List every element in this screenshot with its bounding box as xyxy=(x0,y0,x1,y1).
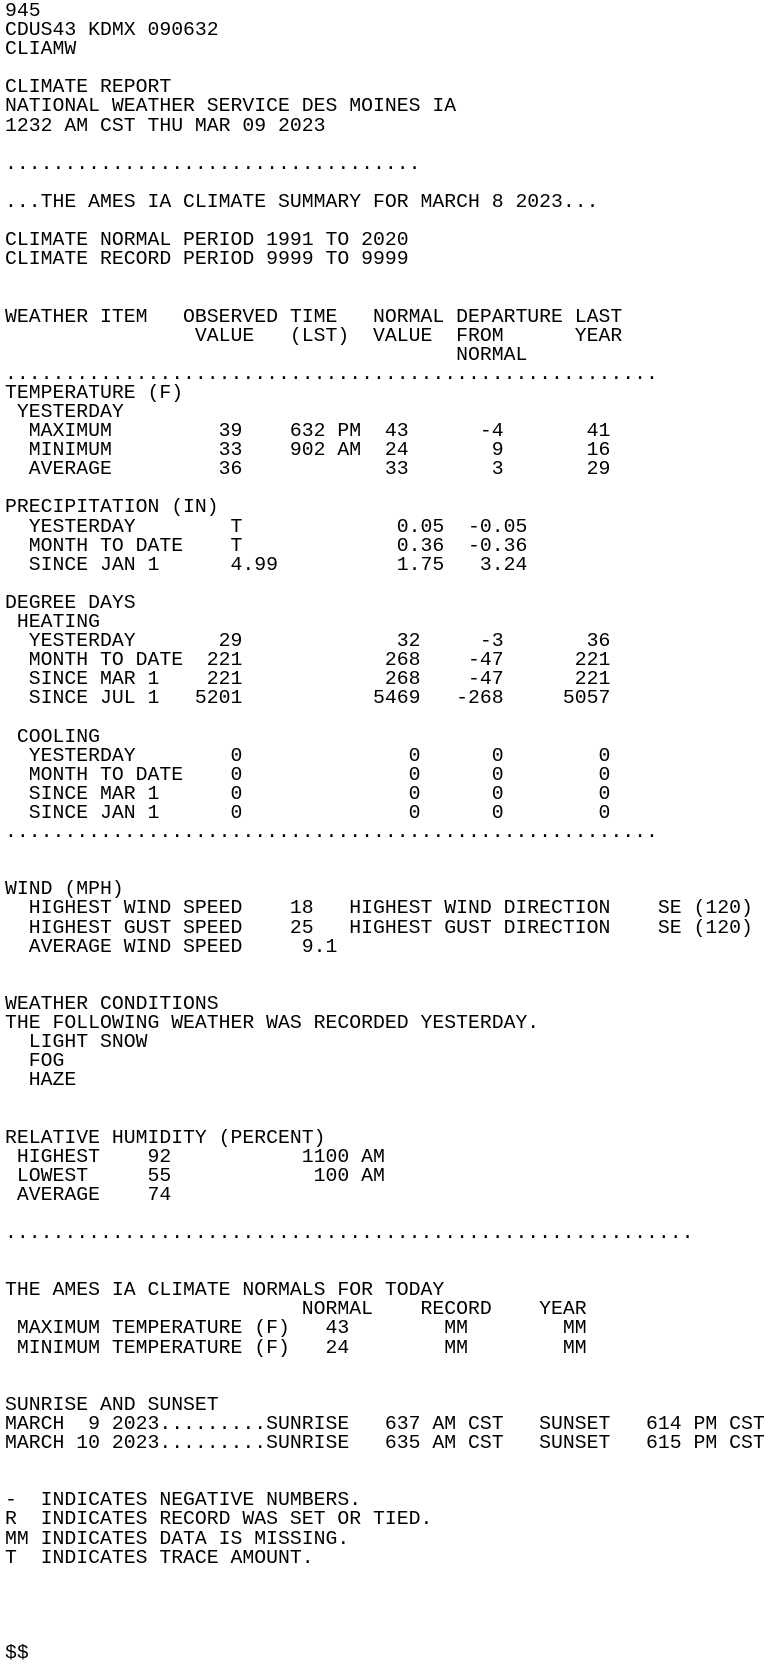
report-line: VALUE (LST) VALUE FROM YEAR xyxy=(5,324,623,347)
report-line xyxy=(5,269,778,288)
report-line: MARCH 10 2023.........SUNRISE 635 AM CST SUNSET 615 PM CST xyxy=(5,1432,765,1455)
report-line: - INDICATES NEGATIVE NUMBERS. xyxy=(5,1489,362,1512)
report-line: THE FOLLOWING WEATHER WAS RECORDED YESTERDAY. xyxy=(5,1011,540,1034)
report-line xyxy=(5,1358,778,1377)
report-line xyxy=(5,1606,778,1625)
report-line xyxy=(5,708,778,727)
report-line: ................................... xyxy=(5,152,421,175)
report-line: $$ xyxy=(5,1642,29,1664)
report-line: YESTERDAY xyxy=(5,400,124,423)
report-line: T INDICATES TRACE AMOUNT. xyxy=(5,1546,314,1569)
report-line: YESTERDAY 0 0 0 0 xyxy=(5,744,611,767)
report-line: ....................................................... xyxy=(5,821,658,844)
report-line: CLIMATE REPORT xyxy=(5,76,172,99)
report-line: SINCE JAN 1 0 0 0 0 xyxy=(5,801,611,824)
report-line: ....................................................... xyxy=(5,362,658,385)
report-line: AVERAGE 36 33 3 29 xyxy=(5,458,611,481)
report-line: CLIMATE NORMAL PERIOD 1991 TO 2020 xyxy=(5,229,409,252)
report-line: MAXIMUM TEMPERATURE (F) 43 MM MM xyxy=(5,1317,587,1340)
report-line: NORMAL RECORD YEAR xyxy=(5,1298,587,1321)
report-line xyxy=(5,1243,778,1262)
report-line: MONTH TO DATE T 0.36 -0.36 xyxy=(5,534,528,557)
report-line: 945 xyxy=(5,0,41,22)
report-line: NATIONAL WEATHER SERVICE DES MOINES IA xyxy=(5,95,457,118)
report-line: MONTH TO DATE 221 268 -47 221 xyxy=(5,649,611,672)
report-line xyxy=(5,976,778,995)
report-line: PRECIPITATION (IN) xyxy=(5,496,219,519)
report-line xyxy=(5,1109,778,1128)
report-line: THE AMES IA CLIMATE NORMALS FOR TODAY xyxy=(5,1279,445,1302)
report-line: SINCE JAN 1 4.99 1.75 3.24 xyxy=(5,553,528,576)
report-line: YESTERDAY 29 32 -3 36 xyxy=(5,630,611,653)
report-line xyxy=(5,1090,778,1109)
report-line: WIND (MPH) xyxy=(5,878,124,901)
report-line: SINCE MAR 1 0 0 0 0 xyxy=(5,782,611,805)
report-line: LOWEST 55 100 AM xyxy=(5,1164,385,1187)
report-line: DEGREE DAYS xyxy=(5,591,136,614)
report-line: MM INDICATES DATA IS MISSING. xyxy=(5,1527,350,1550)
report-line: FOG xyxy=(5,1050,65,1073)
report-line: CDUS43 KDMX 090632 xyxy=(5,19,219,42)
report-line xyxy=(5,1377,778,1396)
report-line: .......................................................... xyxy=(5,1222,694,1244)
report-line: MAXIMUM 39 632 PM 43 -4 41 xyxy=(5,420,611,443)
report-line: HIGHEST 92 1100 AM xyxy=(5,1145,385,1168)
report-line: HAZE xyxy=(5,1069,77,1092)
report-line xyxy=(5,1587,778,1606)
report-line: SUNRISE AND SUNSET xyxy=(5,1393,219,1416)
report-line: LIGHT SNOW xyxy=(5,1031,148,1054)
report-line xyxy=(5,842,778,861)
report-line: WEATHER CONDITIONS xyxy=(5,992,219,1015)
report-line: MINIMUM TEMPERATURE (F) 24 MM MM xyxy=(5,1336,587,1359)
report-line: RELATIVE HUMIDITY (PERCENT) xyxy=(5,1126,326,1149)
report-line: AVERAGE 74 xyxy=(5,1183,172,1206)
report-line: MONTH TO DATE 0 0 0 0 xyxy=(5,763,611,786)
report-line xyxy=(5,1625,778,1644)
report-line: MARCH 9 2023.........SUNRISE 637 AM CST SUNSET 614 PM CST xyxy=(5,1412,765,1435)
report-line: HEATING xyxy=(5,611,100,633)
report-line: MINIMUM 33 902 AM 24 9 16 xyxy=(5,439,611,462)
report-line: WEATHER ITEM OBSERVED TIME NORMAL DEPARTURE LAST xyxy=(5,305,623,328)
report-line: R INDICATES RECORD WAS SET OR TIED. xyxy=(5,1508,433,1531)
report-line: NORMAL xyxy=(5,343,528,366)
report-line xyxy=(5,1568,778,1587)
report-line xyxy=(5,288,778,307)
report-line: CLIMATE RECORD PERIOD 9999 TO 9999 xyxy=(5,248,409,271)
report-line: HIGHEST WIND SPEED 18 HIGHEST WIND DIRECTION SE (120) xyxy=(5,897,753,920)
report-line: TEMPERATURE (F) xyxy=(5,381,184,404)
report-line: COOLING xyxy=(5,725,100,748)
report-line xyxy=(5,136,778,155)
report-line: YESTERDAY T 0.05 -0.05 xyxy=(5,515,528,538)
report-line: 1232 AM CST THU MAR 09 2023 xyxy=(5,114,326,137)
report-line: SINCE MAR 1 221 268 -47 221 xyxy=(5,668,611,691)
report-line xyxy=(5,957,778,976)
report-line xyxy=(5,1453,778,1472)
report-line: CLIAMW xyxy=(5,38,77,61)
report-line: HIGHEST GUST SPEED 25 HIGHEST GUST DIRECTION SE (120) xyxy=(5,916,753,939)
report-line: SINCE JUL 1 5201 5469 -268 5057 xyxy=(5,687,611,710)
report-line: AVERAGE WIND SPEED 9.1 xyxy=(5,935,338,958)
report-line: ...THE AMES IA CLIMATE SUMMARY FOR MARCH 8 2023... xyxy=(5,190,599,213)
